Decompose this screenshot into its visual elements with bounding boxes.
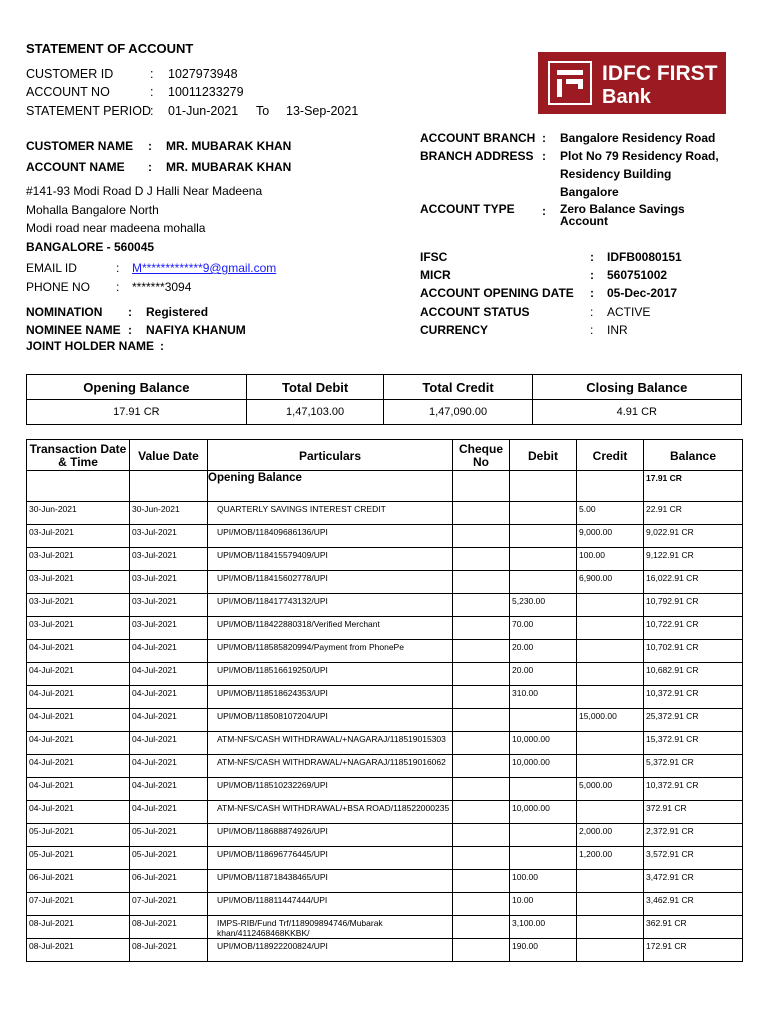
colon: : xyxy=(150,67,154,81)
particulars-cell: ATM-NFS/CASH WITHDRAWAL/+NAGARAJ/118519016062 xyxy=(208,755,453,778)
value-date-cell: 04-Jul-2021 xyxy=(130,663,208,686)
closing-balance-value: 4.91 CR xyxy=(532,400,741,425)
colon: : xyxy=(590,286,594,300)
account-name-label: ACCOUNT NAME xyxy=(26,160,125,174)
column-header: Cheque No xyxy=(453,440,510,471)
table-row xyxy=(27,732,743,755)
value-date-cell: 04-Jul-2021 xyxy=(130,778,208,801)
branch-label: ACCOUNT BRANCH xyxy=(420,131,536,145)
value-date-cell: 05-Jul-2021 xyxy=(130,847,208,870)
cheque-no-cell xyxy=(453,778,510,801)
value-date-cell: 03-Jul-2021 xyxy=(130,571,208,594)
cheque-no-cell xyxy=(453,686,510,709)
debit-cell xyxy=(510,525,577,548)
particulars-cell: UPI/MOB/118688874926/UPI xyxy=(208,824,453,847)
customer-id-label: CUSTOMER ID xyxy=(26,67,114,81)
colon: : xyxy=(128,323,132,337)
summary-header: Closing Balance xyxy=(532,375,741,400)
table-row xyxy=(27,801,743,824)
opening-date-value: 05-Dec-2017 xyxy=(607,286,678,300)
debit-cell: 3,100.00 xyxy=(510,916,577,939)
account-no-label: ACCOUNT NO xyxy=(26,85,110,99)
txn-date-cell: 04-Jul-2021 xyxy=(27,686,130,709)
balance-cell: 5,372.91 CR xyxy=(644,755,743,778)
phone-label: PHONE NO xyxy=(26,280,91,294)
particulars-cell: ATM-NFS/CASH WITHDRAWAL/+BSA ROAD/118522000235 xyxy=(208,801,453,824)
debit-cell xyxy=(510,571,577,594)
cheque-no-cell xyxy=(453,732,510,755)
credit-cell xyxy=(577,617,644,640)
account-type-label: ACCOUNT TYPE xyxy=(420,202,515,216)
particulars-cell: UPI/MOB/118415602778/UPI xyxy=(208,571,453,594)
balance-cell: 362.91 CR xyxy=(644,916,743,939)
txn-date-cell: 05-Jul-2021 xyxy=(27,847,130,870)
total-credit-value: 1,47,090.00 xyxy=(384,400,532,425)
opening-date-label: ACCOUNT OPENING DATE xyxy=(420,286,574,300)
colon: : xyxy=(542,149,546,163)
email-label: EMAIL ID xyxy=(26,261,77,275)
value-date-cell: 04-Jul-2021 xyxy=(130,709,208,732)
debit-cell: 20.00 xyxy=(510,663,577,686)
account-no-value: 10011233279 xyxy=(168,85,244,99)
particulars-cell: UPI/MOB/118811447444/UPI xyxy=(208,893,453,916)
balance-cell: 3,572.91 CR xyxy=(644,847,743,870)
customer-id-value: 1027973948 xyxy=(168,67,238,81)
table-row xyxy=(27,640,743,663)
ifsc-value: IDFB0080151 xyxy=(607,250,682,264)
value-date-cell: 06-Jul-2021 xyxy=(130,870,208,893)
nomination-value: Registered xyxy=(146,305,209,319)
particulars-cell: UPI/MOB/118516619250/UPI xyxy=(208,663,453,686)
particulars-cell: UPI/MOB/118585820994/Payment from PhonePe xyxy=(208,640,453,663)
column-header: Value Date xyxy=(130,440,208,471)
txn-date-cell: 30-Jun-2021 xyxy=(27,502,130,525)
txn-date-cell: 04-Jul-2021 xyxy=(27,801,130,824)
value-date-cell: 04-Jul-2021 xyxy=(130,640,208,663)
cheque-no-cell xyxy=(453,916,510,939)
column-header: Particulars xyxy=(208,440,453,471)
colon: : xyxy=(542,131,546,145)
table-row xyxy=(27,824,743,847)
credit-cell xyxy=(577,939,644,962)
balance-cell: 10,372.91 CR xyxy=(644,686,743,709)
table-row xyxy=(27,939,743,962)
table-row xyxy=(27,870,743,893)
ifsc-label: IFSC xyxy=(420,250,448,264)
balance-cell: 9,022.91 CR xyxy=(644,525,743,548)
credit-cell xyxy=(577,893,644,916)
txn-date-cell: 03-Jul-2021 xyxy=(27,571,130,594)
transactions-table xyxy=(26,439,743,962)
cheque-no-cell xyxy=(453,640,510,663)
credit-cell: 1,200.00 xyxy=(577,847,644,870)
account-type-line1: Zero Balance Savings xyxy=(560,202,685,216)
phone-value: *******3094 xyxy=(132,280,192,294)
table-row xyxy=(27,571,743,594)
cheque-no-cell xyxy=(453,801,510,824)
cheque-no-cell xyxy=(453,617,510,640)
cheque-no-cell xyxy=(453,709,510,732)
balance-cell: 9,122.91 CR xyxy=(644,548,743,571)
value-date-cell: 03-Jul-2021 xyxy=(130,548,208,571)
table-row xyxy=(27,893,743,916)
balance-cell: 3,462.91 CR xyxy=(644,893,743,916)
particulars-cell: UPI/MOB/118415579409/UPI xyxy=(208,548,453,571)
balance-summary-table xyxy=(26,374,742,425)
credit-cell xyxy=(577,594,644,617)
credit-cell: 6,900.00 xyxy=(577,571,644,594)
balance-cell: 25,372.91 CR xyxy=(644,709,743,732)
branch-address-line2: Residency Building xyxy=(560,167,672,181)
value-date-cell: 03-Jul-2021 xyxy=(130,594,208,617)
cheque-no-cell xyxy=(453,525,510,548)
cheque-no-cell xyxy=(453,663,510,686)
debit-cell: 20.00 xyxy=(510,640,577,663)
statement-period-label: STATEMENT PERIOD xyxy=(26,104,152,118)
value-date-cell: 08-Jul-2021 xyxy=(130,939,208,962)
balance-cell: 16,022.91 CR xyxy=(644,571,743,594)
cheque-no-cell xyxy=(453,571,510,594)
txn-date-cell: 08-Jul-2021 xyxy=(27,939,130,962)
table-row xyxy=(27,916,743,939)
credit-cell xyxy=(577,870,644,893)
particulars-cell: UPI/MOB/118409686136/UPI xyxy=(208,525,453,548)
credit-cell xyxy=(577,916,644,939)
balance-cell: 10,702.91 CR xyxy=(644,640,743,663)
account-name-value: MR. MUBARAK KHAN xyxy=(166,160,292,174)
value-date-cell: 05-Jul-2021 xyxy=(130,824,208,847)
particulars-cell: UPI/MOB/118422880318/Verified Merchant xyxy=(208,617,453,640)
opening-balance-amount: 17.91 CR xyxy=(644,471,743,502)
cheque-no-cell xyxy=(453,594,510,617)
value-date-cell: 04-Jul-2021 xyxy=(130,732,208,755)
table-row xyxy=(27,847,743,870)
table-row xyxy=(27,755,743,778)
particulars-cell: IMPS-RIB/Fund Trf/118909894746/Mubarak khan/4112468468KKBK/ xyxy=(208,916,453,939)
colon: : xyxy=(148,160,152,174)
debit-cell: 5,230.00 xyxy=(510,594,577,617)
micr-label: MICR xyxy=(420,268,451,282)
colon: : xyxy=(542,204,546,218)
balance-cell: 10,792.91 CR xyxy=(644,594,743,617)
branch-address-line1: Plot No 79 Residency Road, xyxy=(560,149,719,163)
branch-address-line3: Bangalore xyxy=(560,185,619,199)
txn-date-cell: 07-Jul-2021 xyxy=(27,893,130,916)
txn-date-cell: 04-Jul-2021 xyxy=(27,640,130,663)
particulars-cell: UPI/MOB/118922200824/UPI xyxy=(208,939,453,962)
micr-value: 560751002 xyxy=(607,268,668,282)
table-row xyxy=(27,594,743,617)
value-date-cell: 04-Jul-2021 xyxy=(130,686,208,709)
debit-cell: 310.00 xyxy=(510,686,577,709)
bank-name-line1: IDFC FIRST xyxy=(602,62,718,85)
txn-date-cell: 03-Jul-2021 xyxy=(27,525,130,548)
colon: : xyxy=(590,268,594,282)
credit-cell xyxy=(577,755,644,778)
particulars-cell: UPI/MOB/118510232269/UPI xyxy=(208,778,453,801)
cheque-no-cell xyxy=(453,502,510,525)
txn-date-cell: 06-Jul-2021 xyxy=(27,870,130,893)
debit-cell xyxy=(510,847,577,870)
column-header: Balance xyxy=(644,440,743,471)
credit-cell: 9,000.00 xyxy=(577,525,644,548)
colon: : xyxy=(590,305,594,319)
customer-name-value: MR. MUBARAK KHAN xyxy=(166,139,292,153)
account-status-value: ACTIVE xyxy=(607,305,651,319)
cheque-no-cell xyxy=(453,755,510,778)
colon: : xyxy=(116,261,120,275)
table-row xyxy=(27,617,743,640)
opening-balance-label: Opening Balance xyxy=(208,471,453,502)
debit-cell xyxy=(510,502,577,525)
page-title: STATEMENT OF ACCOUNT xyxy=(26,41,194,56)
opening-balance-value: 17.91 CR xyxy=(27,400,247,425)
balance-cell: 3,472.91 CR xyxy=(644,870,743,893)
value-date-cell: 04-Jul-2021 xyxy=(130,755,208,778)
colon: : xyxy=(150,85,154,99)
table-row xyxy=(27,663,743,686)
cheque-no-cell xyxy=(453,548,510,571)
table-row xyxy=(27,502,743,525)
txn-date-cell: 05-Jul-2021 xyxy=(27,824,130,847)
credit-cell xyxy=(577,663,644,686)
nomination-label: NOMINATION xyxy=(26,305,103,319)
account-type-line2: Account xyxy=(560,214,608,228)
balance-cell: 15,372.91 CR xyxy=(644,732,743,755)
table-row xyxy=(27,778,743,801)
address-line1: #141-93 Modi Road D J Halli Near Madeena xyxy=(26,184,263,198)
balance-cell: 10,682.91 CR xyxy=(644,663,743,686)
credit-cell: 100.00 xyxy=(577,548,644,571)
debit-cell: 10,000.00 xyxy=(510,755,577,778)
credit-cell: 15,000.00 xyxy=(577,709,644,732)
debit-cell xyxy=(510,709,577,732)
txn-date-cell: 04-Jul-2021 xyxy=(27,755,130,778)
particulars-cell: UPI/MOB/118417743132/UPI xyxy=(208,594,453,617)
period-to-label: To xyxy=(256,104,270,118)
summary-header: Total Credit xyxy=(384,375,532,400)
value-date-cell: 04-Jul-2021 xyxy=(130,801,208,824)
credit-cell xyxy=(577,640,644,663)
period-from: 01-Jun-2021 xyxy=(168,104,239,118)
nominee-value: NAFIYA KHANUM xyxy=(146,323,246,337)
period-to: 13-Sep-2021 xyxy=(286,104,359,118)
total-debit-value: 1,47,103.00 xyxy=(246,400,384,425)
bank-name-line2: Bank xyxy=(602,86,651,108)
currency-label: CURRENCY xyxy=(420,323,489,337)
column-header: Debit xyxy=(510,440,577,471)
cheque-no-cell xyxy=(453,847,510,870)
joint-holder-label: JOINT HOLDER NAME xyxy=(26,339,155,353)
balance-cell: 2,372.91 CR xyxy=(644,824,743,847)
credit-cell: 5,000.00 xyxy=(577,778,644,801)
debit-cell: 190.00 xyxy=(510,939,577,962)
cheque-no-cell xyxy=(453,893,510,916)
opening-balance-row xyxy=(27,471,743,502)
colon: : xyxy=(590,323,594,337)
txn-date-cell: 04-Jul-2021 xyxy=(27,663,130,686)
colon: : xyxy=(150,104,154,118)
balance-cell: 10,722.91 CR xyxy=(644,617,743,640)
colon: : xyxy=(148,139,152,153)
txn-date-cell: 03-Jul-2021 xyxy=(27,548,130,571)
txn-date-cell: 04-Jul-2021 xyxy=(27,732,130,755)
branch-address-label: BRANCH ADDRESS xyxy=(420,149,534,163)
credit-cell xyxy=(577,732,644,755)
currency-value: INR xyxy=(607,323,628,337)
balance-cell: 22.91 CR xyxy=(644,502,743,525)
txn-date-cell: 04-Jul-2021 xyxy=(27,709,130,732)
column-header: Credit xyxy=(577,440,644,471)
debit-cell: 70.00 xyxy=(510,617,577,640)
debit-cell xyxy=(510,824,577,847)
bank-logo-icon xyxy=(548,61,592,105)
txn-date-cell: 08-Jul-2021 xyxy=(27,916,130,939)
balance-cell: 372.91 CR xyxy=(644,801,743,824)
cheque-no-cell xyxy=(453,824,510,847)
colon: : xyxy=(128,305,132,319)
cheque-no-cell xyxy=(453,870,510,893)
account-status-label: ACCOUNT STATUS xyxy=(420,305,530,319)
value-date-cell: 03-Jul-2021 xyxy=(130,617,208,640)
table-row xyxy=(27,548,743,571)
column-header: Transaction Date & Time xyxy=(27,440,130,471)
txn-date-cell: 03-Jul-2021 xyxy=(27,617,130,640)
credit-cell xyxy=(577,686,644,709)
particulars-cell: ATM-NFS/CASH WITHDRAWAL/+NAGARAJ/118519015303 xyxy=(208,732,453,755)
particulars-cell: QUARTERLY SAVINGS INTEREST CREDIT xyxy=(208,502,453,525)
colon: : xyxy=(160,339,164,353)
debit-cell xyxy=(510,548,577,571)
particulars-cell: UPI/MOB/118718438465/UPI xyxy=(208,870,453,893)
debit-cell: 10,000.00 xyxy=(510,732,577,755)
particulars-cell: UPI/MOB/118696776445/UPI xyxy=(208,847,453,870)
value-date-cell: 30-Jun-2021 xyxy=(130,502,208,525)
debit-cell xyxy=(510,778,577,801)
balance-cell: 10,372.91 CR xyxy=(644,778,743,801)
credit-cell: 2,000.00 xyxy=(577,824,644,847)
value-date-cell: 03-Jul-2021 xyxy=(130,525,208,548)
colon: : xyxy=(590,250,594,264)
debit-cell: 10,000.00 xyxy=(510,801,577,824)
credit-cell: 5.00 xyxy=(577,502,644,525)
address-line2: Mohalla Bangalore North xyxy=(26,203,159,217)
branch-value: Bangalore Residency Road xyxy=(560,131,716,145)
table-row xyxy=(27,709,743,732)
value-date-cell: 08-Jul-2021 xyxy=(130,916,208,939)
summary-header: Total Debit xyxy=(246,375,384,400)
balance-cell: 172.91 CR xyxy=(644,939,743,962)
value-date-cell: 07-Jul-2021 xyxy=(130,893,208,916)
txn-date-cell: 03-Jul-2021 xyxy=(27,594,130,617)
table-row xyxy=(27,525,743,548)
colon: : xyxy=(116,280,120,294)
debit-cell: 10.00 xyxy=(510,893,577,916)
address-line3: Modi road near madeena mohalla xyxy=(26,221,206,235)
customer-name-label: CUSTOMER NAME xyxy=(26,139,134,153)
txn-date-cell: 04-Jul-2021 xyxy=(27,778,130,801)
bank-logo xyxy=(538,52,726,114)
debit-cell: 100.00 xyxy=(510,870,577,893)
city-pin: BANGALORE - 560045 xyxy=(26,240,155,254)
cheque-no-cell xyxy=(453,939,510,962)
summary-header: Opening Balance xyxy=(27,375,247,400)
email-link[interactable]: M*************9@gmail.com xyxy=(132,261,277,275)
particulars-cell: UPI/MOB/118518624353/UPI xyxy=(208,686,453,709)
credit-cell xyxy=(577,801,644,824)
nominee-label: NOMINEE NAME xyxy=(26,323,121,337)
table-row xyxy=(27,686,743,709)
particulars-cell: UPI/MOB/118508107204/UPI xyxy=(208,709,453,732)
